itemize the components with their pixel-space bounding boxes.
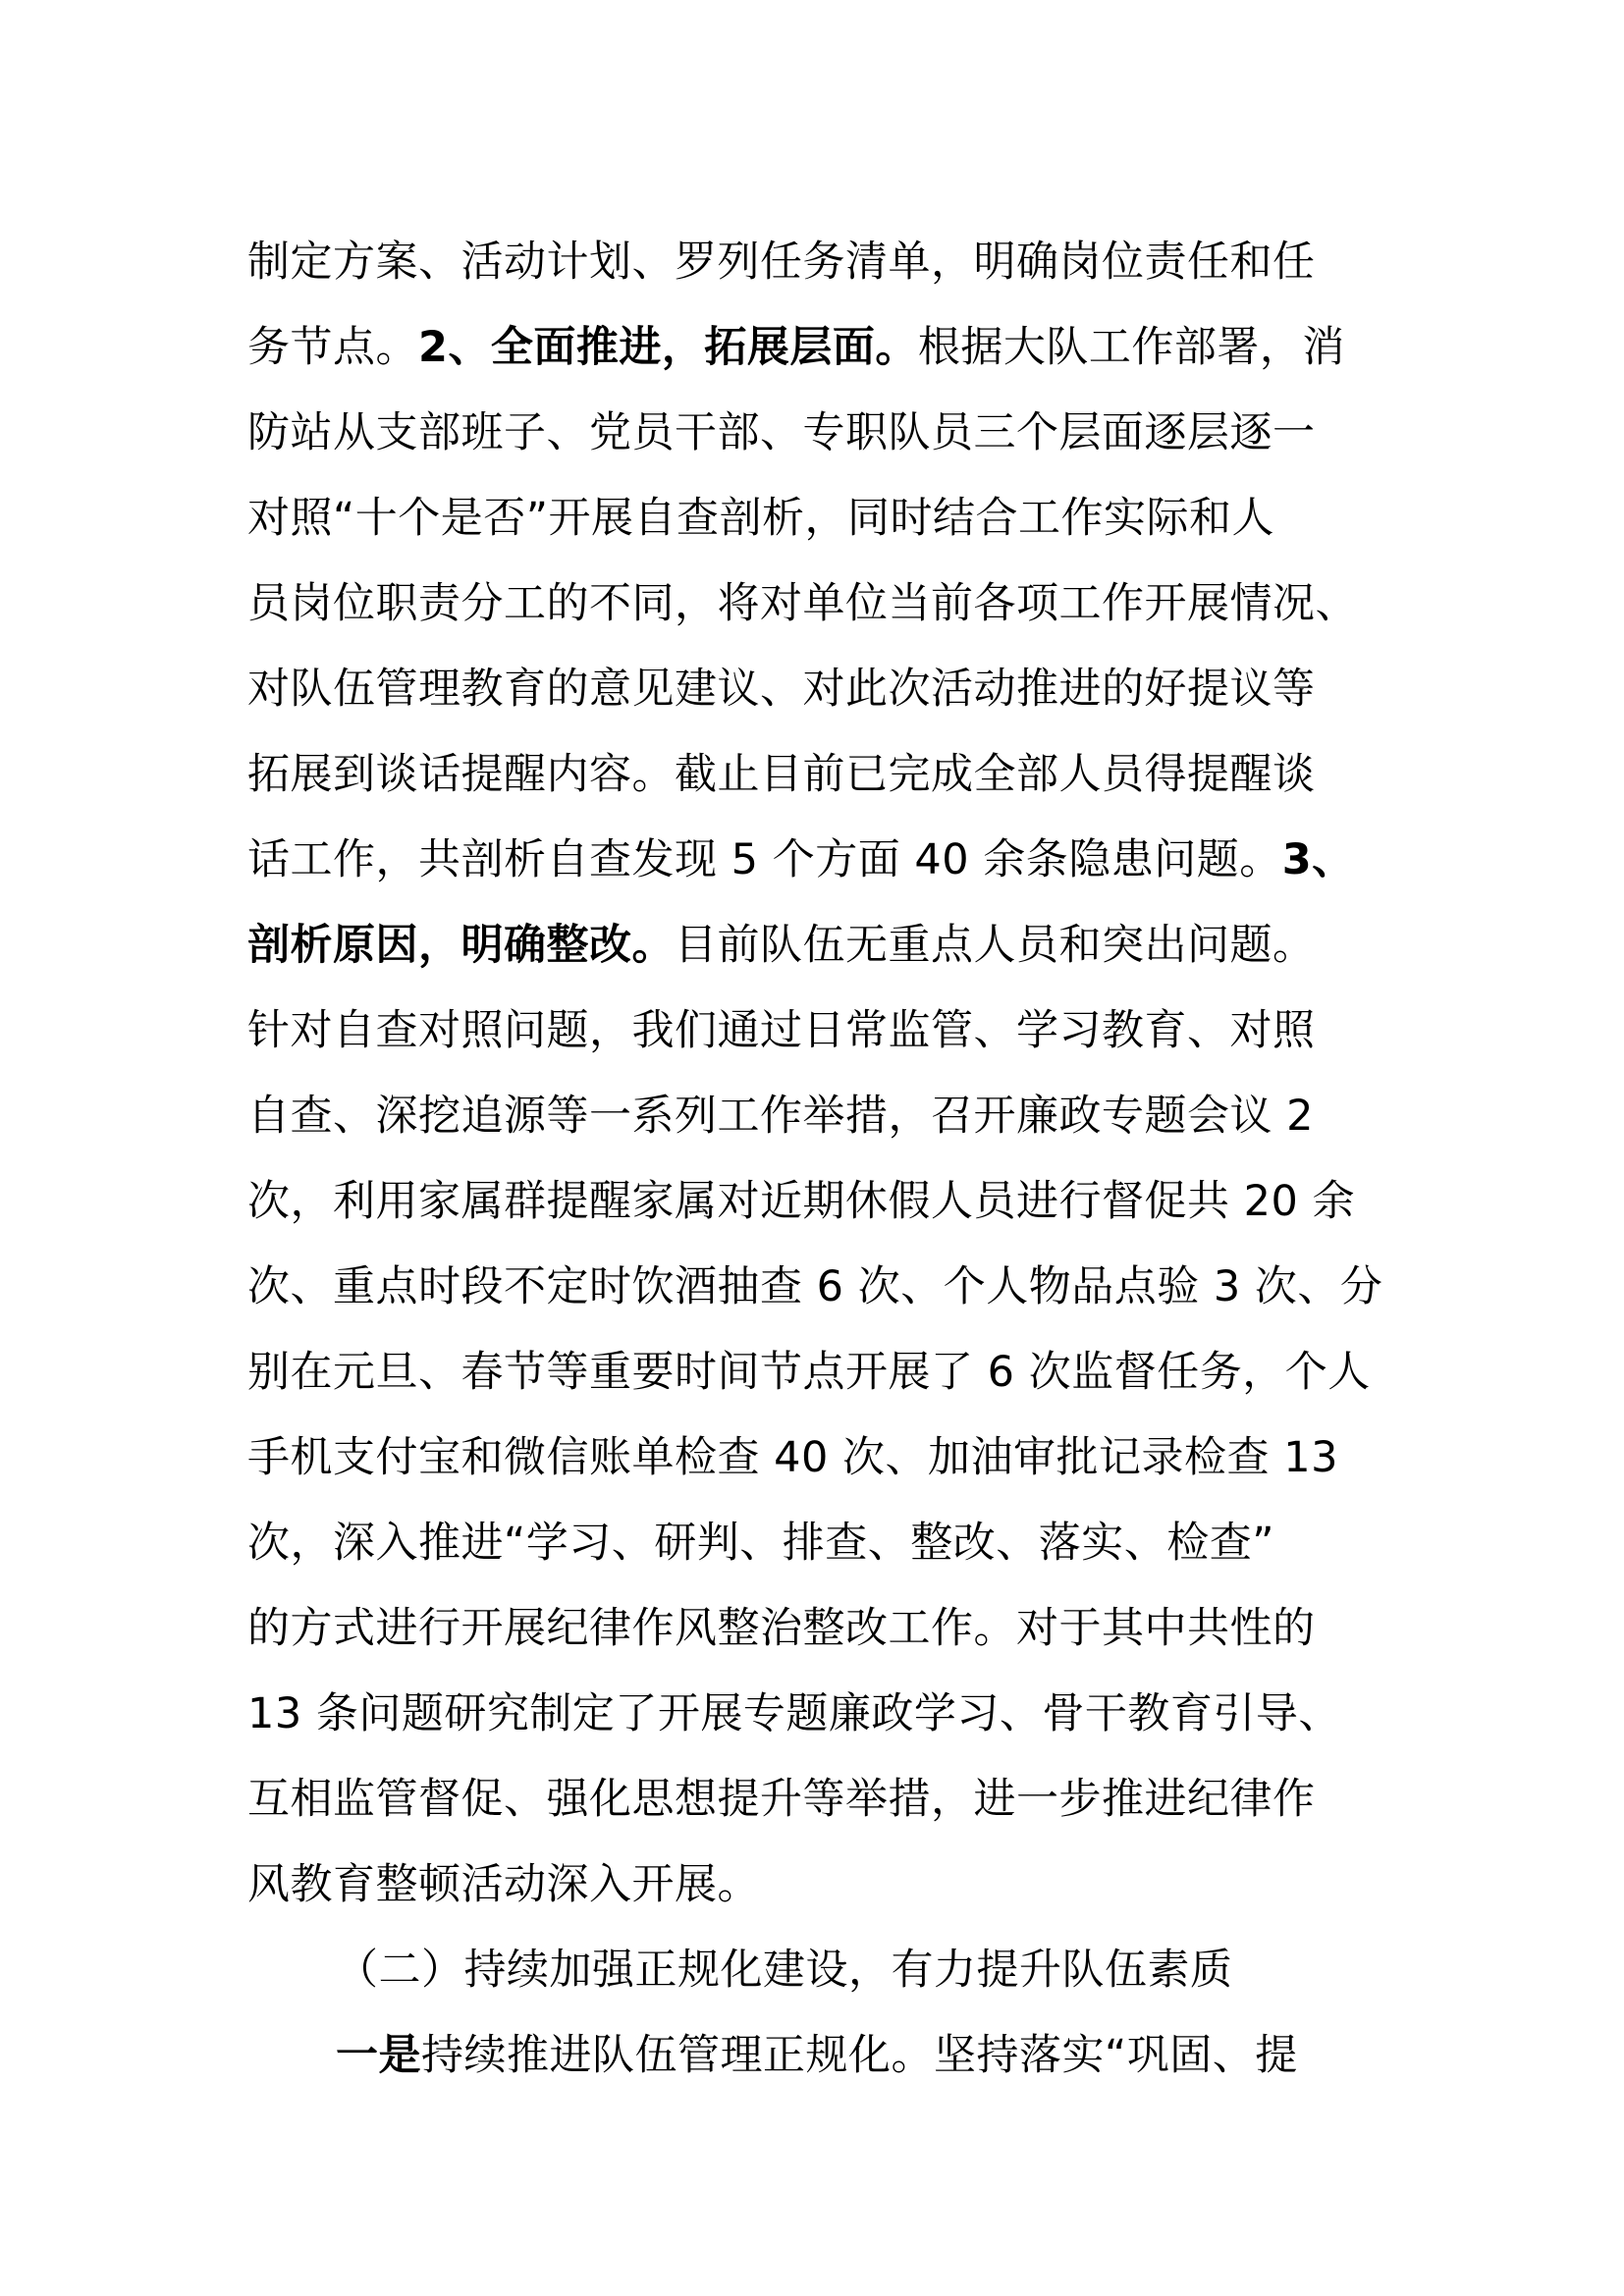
text-line (247, 731, 1316, 818)
text-line (247, 988, 1316, 1074)
text-line (247, 1073, 1314, 1159)
text-line (247, 646, 1316, 732)
text-segment: 制定方案、活动计划、罗列任务清单，明确岗位责任和任 (247, 238, 1316, 287)
text-line (247, 1329, 1371, 1415)
text-segment: 风教育整顿活动深入开展。 (247, 1860, 760, 1909)
text-segment: 持续推进队伍管理正规化。坚持落实“巩固、提 (421, 2031, 1298, 2080)
text-segment: 员岗位职责分工的不同，将对单位当前各项工作开展情况、 (247, 579, 1358, 628)
text-line (247, 304, 1345, 391)
text-line (247, 1671, 1341, 1757)
text-segment: 目前队伍无重点人员和突出问题。 (675, 921, 1316, 970)
text-line (247, 219, 1316, 305)
bold-text-segment: 一是 (336, 2031, 421, 2080)
section-heading (336, 1927, 1233, 2013)
text-line (247, 475, 1274, 561)
text-segment: 对照“十个是否”开展自查剖析，同时结合工作实际和人 (247, 494, 1275, 543)
text-line (247, 1244, 1382, 1330)
text-line (247, 1158, 1355, 1245)
text-segment: 自查、深挖追源等一系列工作举措，召开廉政专题会议 2 (247, 1092, 1315, 1141)
bold-text-segment: 3、 (1281, 835, 1355, 884)
text-segment: 防站从支部班子、党员干部、专职队员三个层面逐层逐一 (247, 408, 1316, 457)
text-segment: 次，利用家属群提醒家属对近期休假人员进行督促共 20 余 (247, 1177, 1356, 1226)
text-segment: 对队伍管理教育的意见建议、对此次活动推进的好提议等 (247, 665, 1316, 714)
text-line (247, 561, 1358, 647)
bold-text-segment: 剖析原因，明确整改。 (247, 921, 675, 970)
text-segment: 务节点。 (247, 323, 418, 372)
text-segment: 互相监管督促、强化思想提升等举措，进一步推进纪律作 (247, 1775, 1316, 1824)
text-line (247, 1500, 1274, 1586)
text-segment: 根据大队工作部署，消 (917, 323, 1345, 372)
text-line (247, 1842, 760, 1928)
text-line (247, 817, 1355, 903)
text-line (247, 390, 1316, 476)
text-segment: 话工作，共剖析自查发现 5 个方面 40 余条隐患问题。 (247, 835, 1282, 884)
text-segment: 针对自查对照问题，我们通过日常监管、学习教育、对照 (247, 1006, 1316, 1055)
text-segment: 的方式进行开展纪律作风整治整改工作。对于其中共性的 (247, 1604, 1316, 1653)
text-segment: 13 条问题研究制定了开展专题廉政学习、骨干教育引导、 (247, 1689, 1341, 1738)
text-segment: （二）持续加强正规化建设，有力提升队伍素质 (336, 1946, 1233, 1995)
text-segment: 次、重点时段不定时饮酒抽查 6 次、个人物品点验 3 次、分 (247, 1262, 1383, 1311)
text-segment: 别在元旦、春节等重要时间节点开展了 6 次监督任务，个人 (247, 1348, 1371, 1397)
bold-text-segment: 2、全面推进，拓展层面。 (418, 323, 918, 372)
text-line (247, 1415, 1338, 1501)
text-line (247, 1756, 1316, 1842)
text-line (247, 902, 1316, 988)
text-segment: 拓展到谈话提醒内容。截止目前已完成全部人员得提醒谈 (247, 750, 1316, 799)
text-line (247, 1585, 1316, 1672)
text-line (336, 2012, 1298, 2099)
text-segment: 次，深入推进“学习、研判、排查、整改、落实、检查” (247, 1519, 1275, 1568)
text-segment: 手机支付宝和微信账单检查 40 次、加油审批记录检查 13 (247, 1433, 1338, 1482)
